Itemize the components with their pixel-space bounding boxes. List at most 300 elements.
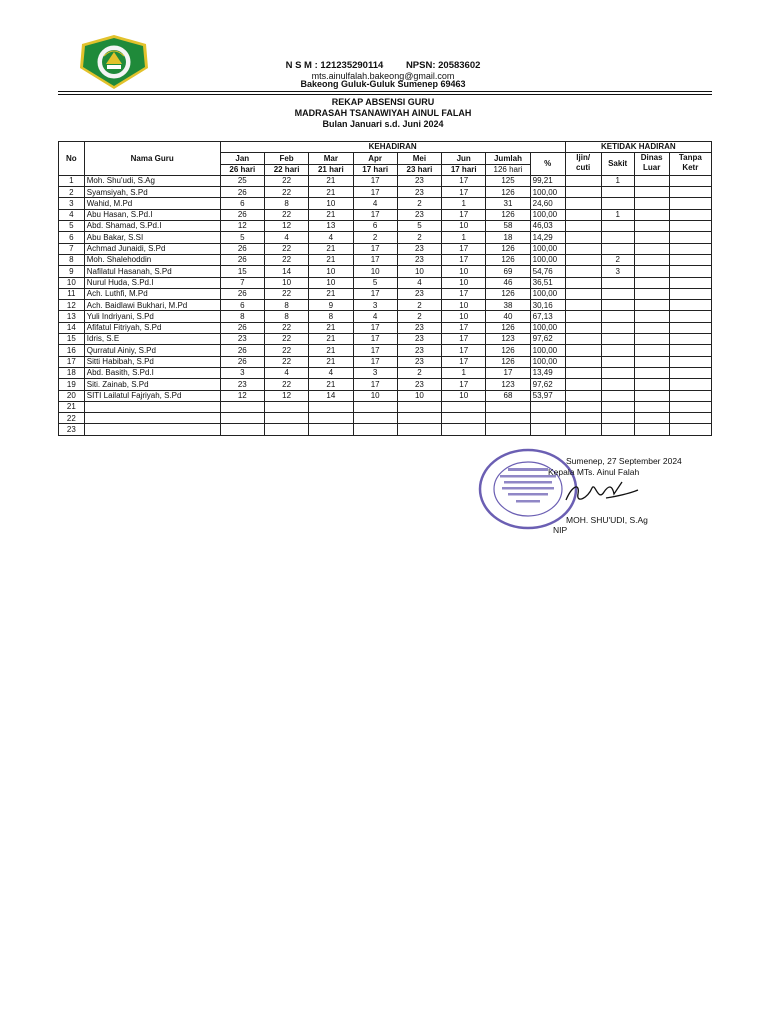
cell-ijin	[565, 243, 601, 254]
cell-jumlah	[486, 424, 530, 435]
cell-no: 23	[59, 424, 85, 435]
cell-dinas	[634, 288, 669, 299]
cell-sakit	[601, 345, 634, 356]
cell-dinas	[634, 424, 669, 435]
cell-jun	[442, 413, 486, 424]
table-row	[59, 300, 712, 311]
cell-jun: 17	[442, 322, 486, 333]
cell-mei: 23	[397, 334, 441, 345]
cell-apr: 2	[353, 232, 397, 243]
header-days: 21 hari	[309, 164, 353, 175]
header-registration	[200, 61, 566, 71]
cell-dinas	[634, 277, 669, 288]
cell-jun: 10	[442, 311, 486, 322]
school-logo-icon	[78, 34, 150, 90]
table-row	[59, 356, 712, 367]
cell-no: 16	[59, 345, 85, 356]
cell-jan: 12	[220, 390, 264, 401]
cell-tanpa	[669, 401, 711, 412]
cell-mar: 21	[309, 243, 353, 254]
cell-mei: 10	[397, 266, 441, 277]
cell-ijin	[565, 334, 601, 345]
cell-feb: 22	[264, 288, 308, 299]
cell-apr: 6	[353, 221, 397, 232]
cell-jan: 26	[220, 243, 264, 254]
cell-mei: 23	[397, 175, 441, 186]
cell-jan: 8	[220, 311, 264, 322]
cell-dinas	[634, 311, 669, 322]
table-row	[59, 175, 712, 186]
cell-mar: 21	[309, 175, 353, 186]
cell-jan: 15	[220, 266, 264, 277]
cell-ijin	[565, 413, 601, 424]
cell-name	[84, 424, 220, 435]
cell-name: Achmad Junaidi, S.Pd	[84, 243, 220, 254]
cell-sakit	[601, 356, 634, 367]
cell-jumlah: 40	[486, 311, 530, 322]
cell-sakit	[601, 367, 634, 378]
cell-tanpa	[669, 221, 711, 232]
header-ijin-line1: Ijin/	[576, 153, 591, 163]
header-rule-thin	[58, 94, 712, 95]
table-row	[59, 334, 712, 345]
cell-apr: 3	[353, 300, 397, 311]
cell-percent: 30,16	[530, 300, 565, 311]
cell-feb	[264, 413, 308, 424]
cell-dinas	[634, 379, 669, 390]
cell-jumlah: 126	[486, 288, 530, 299]
school-name: MADRASAH TSANAWIYAH AINUL FALAH	[294, 108, 472, 118]
cell-ijin	[565, 266, 601, 277]
cell-percent: 24,60	[530, 198, 565, 209]
cell-no: 14	[59, 322, 85, 333]
cell-percent: 100,00	[530, 345, 565, 356]
cell-apr: 17	[353, 345, 397, 356]
cell-apr	[353, 424, 397, 435]
header-days: 17 hari	[442, 164, 486, 175]
cell-sakit	[601, 311, 634, 322]
cell-apr: 10	[353, 390, 397, 401]
cell-no: 3	[59, 198, 85, 209]
cell-dinas	[634, 266, 669, 277]
cell-ijin	[565, 277, 601, 288]
cell-apr: 17	[353, 187, 397, 198]
cell-dinas	[634, 345, 669, 356]
header-dinas-line1: Dinas	[640, 153, 663, 163]
cell-jun: 1	[442, 367, 486, 378]
table-row	[59, 424, 712, 435]
header-ketidakhadiran: KETIDAK HADIRAN	[565, 142, 711, 153]
cell-no: 1	[59, 175, 85, 186]
cell-percent: 100,00	[530, 209, 565, 220]
table-row	[59, 367, 712, 378]
cell-jan	[220, 413, 264, 424]
cell-ijin	[565, 390, 601, 401]
cell-mar: 10	[309, 266, 353, 277]
cell-sakit: 1	[601, 209, 634, 220]
cell-mar: 21	[309, 187, 353, 198]
cell-sakit	[601, 390, 634, 401]
table-row	[59, 311, 712, 322]
cell-mar: 21	[309, 322, 353, 333]
cell-jan: 12	[220, 221, 264, 232]
npsn-text: NPSN: 20583602	[405, 60, 481, 71]
cell-apr: 4	[353, 311, 397, 322]
cell-dinas	[634, 209, 669, 220]
cell-dinas	[634, 187, 669, 198]
cell-sakit	[601, 401, 634, 412]
cell-mei: 23	[397, 345, 441, 356]
cell-percent: 97,62	[530, 334, 565, 345]
cell-dinas	[634, 401, 669, 412]
cell-name: Ach. Luthfi, M.Pd	[84, 288, 220, 299]
header-tanpa-line1: Tanpa	[678, 153, 702, 163]
cell-dinas	[634, 413, 669, 424]
cell-percent: 100,00	[530, 322, 565, 333]
cell-dinas	[634, 221, 669, 232]
header-days: 26 hari	[220, 164, 264, 175]
cell-tanpa	[669, 175, 711, 186]
cell-apr: 10	[353, 266, 397, 277]
cell-jumlah: 126	[486, 322, 530, 333]
cell-jumlah: 68	[486, 390, 530, 401]
header-percent: %	[530, 153, 565, 176]
cell-name: Sitti Habibah, S.Pd	[84, 356, 220, 367]
cell-mei	[397, 424, 441, 435]
cell-jun: 10	[442, 277, 486, 288]
cell-percent	[530, 424, 565, 435]
cell-jun: 17	[442, 334, 486, 345]
cell-no: 2	[59, 187, 85, 198]
cell-apr: 5	[353, 277, 397, 288]
cell-percent: 100,00	[530, 187, 565, 198]
cell-jun	[442, 424, 486, 435]
cell-tanpa	[669, 243, 711, 254]
cell-feb: 12	[264, 390, 308, 401]
cell-feb: 8	[264, 311, 308, 322]
table-row	[59, 413, 712, 424]
cell-no: 8	[59, 254, 85, 265]
period-text: Bulan Januari s.d. Juni 2024	[322, 119, 444, 129]
cell-no: 22	[59, 413, 85, 424]
table-row	[59, 232, 712, 243]
cell-jan: 7	[220, 277, 264, 288]
cell-tanpa	[669, 198, 711, 209]
cell-name: Syamsiyah, S.Pd	[84, 187, 220, 198]
cell-percent: 54,76	[530, 266, 565, 277]
cell-percent: 36,51	[530, 277, 565, 288]
cell-tanpa	[669, 367, 711, 378]
cell-feb: 14	[264, 266, 308, 277]
cell-mei: 23	[397, 243, 441, 254]
cell-jan: 23	[220, 334, 264, 345]
cell-percent	[530, 401, 565, 412]
attendance-table	[58, 141, 712, 436]
cell-jan: 26	[220, 345, 264, 356]
cell-tanpa	[669, 288, 711, 299]
cell-feb: 22	[264, 243, 308, 254]
cell-jan: 5	[220, 232, 264, 243]
table-row	[59, 198, 712, 209]
cell-apr: 17	[353, 379, 397, 390]
cell-sakit	[601, 221, 634, 232]
cell-jun: 10	[442, 221, 486, 232]
cell-apr: 17	[353, 209, 397, 220]
cell-tanpa	[669, 322, 711, 333]
cell-no: 5	[59, 221, 85, 232]
cell-jan: 23	[220, 379, 264, 390]
cell-jumlah: 123	[486, 334, 530, 345]
cell-jumlah: 18	[486, 232, 530, 243]
cell-feb: 22	[264, 356, 308, 367]
cell-jan: 26	[220, 322, 264, 333]
cell-jumlah: 31	[486, 198, 530, 209]
cell-name	[84, 413, 220, 424]
cell-mar: 21	[309, 209, 353, 220]
cell-feb: 12	[264, 221, 308, 232]
header-days: 17 hari	[353, 164, 397, 175]
cell-ijin	[565, 356, 601, 367]
cell-percent: 100,00	[530, 356, 565, 367]
table-row	[59, 221, 712, 232]
cell-no: 4	[59, 209, 85, 220]
cell-name: Qurratul Ainiy, S.Pd	[84, 345, 220, 356]
cell-name: Idris, S.E	[84, 334, 220, 345]
cell-apr: 4	[353, 198, 397, 209]
cell-apr	[353, 413, 397, 424]
cell-apr: 17	[353, 356, 397, 367]
cell-mei: 2	[397, 311, 441, 322]
cell-sakit	[601, 232, 634, 243]
cell-mei	[397, 413, 441, 424]
cell-no: 18	[59, 367, 85, 378]
cell-mar: 21	[309, 379, 353, 390]
cell-jumlah: 38	[486, 300, 530, 311]
cell-percent: 99,21	[530, 175, 565, 186]
cell-jun	[442, 401, 486, 412]
header-tanpa-line2: Ketr	[682, 163, 699, 173]
cell-feb: 10	[264, 277, 308, 288]
cell-jun: 17	[442, 209, 486, 220]
cell-jumlah	[486, 401, 530, 412]
cell-tanpa	[669, 379, 711, 390]
cell-jun: 17	[442, 345, 486, 356]
cell-jan	[220, 401, 264, 412]
cell-no: 21	[59, 401, 85, 412]
cell-tanpa	[669, 424, 711, 435]
header-address: Bakeong Guluk-Guluk Sumenep 69463	[300, 79, 466, 89]
cell-jumlah: 58	[486, 221, 530, 232]
cell-mei: 23	[397, 288, 441, 299]
cell-tanpa	[669, 390, 711, 401]
table-row	[59, 187, 712, 198]
cell-sakit: 1	[601, 175, 634, 186]
cell-jumlah: 126	[486, 356, 530, 367]
cell-feb: 22	[264, 379, 308, 390]
cell-dinas	[634, 300, 669, 311]
cell-sakit	[601, 288, 634, 299]
cell-jumlah: 126	[486, 254, 530, 265]
cell-no: 15	[59, 334, 85, 345]
cell-no: 9	[59, 266, 85, 277]
table-row	[59, 288, 712, 299]
cell-sakit	[601, 198, 634, 209]
cell-sakit	[601, 187, 634, 198]
cell-mei: 2	[397, 300, 441, 311]
cell-mar: 4	[309, 232, 353, 243]
cell-jan: 26	[220, 209, 264, 220]
table-row	[59, 277, 712, 288]
cell-dinas	[634, 175, 669, 186]
cell-apr: 17	[353, 334, 397, 345]
cell-name: Yuli Indriyani, S.Pd	[84, 311, 220, 322]
cell-mar: 21	[309, 288, 353, 299]
table-row	[59, 379, 712, 390]
header-name: Nama Guru	[84, 142, 220, 176]
cell-ijin	[565, 401, 601, 412]
cell-feb	[264, 401, 308, 412]
table-row	[59, 266, 712, 277]
cell-sakit: 3	[601, 266, 634, 277]
cell-jumlah: 126	[486, 209, 530, 220]
cell-jun: 17	[442, 187, 486, 198]
cell-no: 10	[59, 277, 85, 288]
cell-ijin	[565, 254, 601, 265]
cell-mei: 10	[397, 390, 441, 401]
cell-mar: 13	[309, 221, 353, 232]
cell-mei: 5	[397, 221, 441, 232]
cell-jumlah: 126	[486, 187, 530, 198]
table-row	[59, 209, 712, 220]
cell-ijin	[565, 345, 601, 356]
cell-mei: 2	[397, 367, 441, 378]
cell-tanpa	[669, 254, 711, 265]
cell-tanpa	[669, 187, 711, 198]
cell-no: 6	[59, 232, 85, 243]
header-month: Jun	[442, 153, 486, 164]
cell-name: Abu Hasan, S.Pd.I	[84, 209, 220, 220]
cell-mar: 8	[309, 311, 353, 322]
signature-icon	[562, 478, 642, 508]
cell-jumlah: 123	[486, 379, 530, 390]
cell-tanpa	[669, 209, 711, 220]
cell-tanpa	[669, 277, 711, 288]
cell-dinas	[634, 356, 669, 367]
cell-mar: 14	[309, 390, 353, 401]
cell-dinas	[634, 367, 669, 378]
cell-name	[84, 401, 220, 412]
cell-apr: 17	[353, 243, 397, 254]
header-month: Jan	[220, 153, 264, 164]
cell-jan: 6	[220, 198, 264, 209]
cell-tanpa	[669, 345, 711, 356]
cell-name: Afifatul Fitriyah, S.Pd	[84, 322, 220, 333]
cell-ijin	[565, 232, 601, 243]
cell-apr: 17	[353, 175, 397, 186]
cell-jumlah: 126	[486, 345, 530, 356]
cell-jun: 17	[442, 254, 486, 265]
cell-name: Abd. Basith, S.Pd.I	[84, 367, 220, 378]
cell-mei: 23	[397, 322, 441, 333]
cell-no: 13	[59, 311, 85, 322]
cell-feb: 4	[264, 232, 308, 243]
cell-name: Nafilatul Hasanah, S.Pd	[84, 266, 220, 277]
cell-sakit	[601, 322, 634, 333]
cell-sakit	[601, 379, 634, 390]
cell-mar: 21	[309, 356, 353, 367]
cell-ijin	[565, 187, 601, 198]
attendance-rows	[59, 175, 712, 435]
header-no: No	[59, 142, 85, 176]
cell-no: 11	[59, 288, 85, 299]
header-ijin	[565, 153, 601, 176]
cell-jumlah: 125	[486, 175, 530, 186]
cell-feb: 4	[264, 367, 308, 378]
cell-ijin	[565, 322, 601, 333]
header-month: Mar	[309, 153, 353, 164]
cell-tanpa	[669, 311, 711, 322]
cell-jun: 1	[442, 232, 486, 243]
header-days: 23 hari	[397, 164, 441, 175]
cell-jan: 26	[220, 288, 264, 299]
cell-tanpa	[669, 356, 711, 367]
cell-jan: 6	[220, 300, 264, 311]
cell-mei: 2	[397, 232, 441, 243]
cell-name: SITI Lailatul Fajriyah, S.Pd	[84, 390, 220, 401]
cell-jan: 25	[220, 175, 264, 186]
cell-no: 20	[59, 390, 85, 401]
cell-no: 17	[59, 356, 85, 367]
header-month: Feb	[264, 153, 308, 164]
cell-mei: 23	[397, 187, 441, 198]
cell-dinas	[634, 243, 669, 254]
cell-apr	[353, 401, 397, 412]
cell-percent: 100,00	[530, 288, 565, 299]
signature-name: MOH. SHU'UDI, S.Ag	[566, 515, 648, 525]
cell-jan: 26	[220, 356, 264, 367]
cell-ijin	[565, 424, 601, 435]
cell-mar: 9	[309, 300, 353, 311]
signature-nip: NIP	[553, 525, 568, 535]
cell-jumlah: 17	[486, 367, 530, 378]
cell-mei: 23	[397, 379, 441, 390]
cell-mar	[309, 401, 353, 412]
header-dinas-line2: Luar	[642, 163, 661, 173]
cell-sakit	[601, 300, 634, 311]
header-tanpa	[669, 153, 711, 176]
cell-sakit	[601, 243, 634, 254]
cell-jun: 17	[442, 356, 486, 367]
cell-ijin	[565, 198, 601, 209]
table-row	[59, 401, 712, 412]
cell-jun: 17	[442, 243, 486, 254]
cell-mei: 23	[397, 254, 441, 265]
cell-ijin	[565, 300, 601, 311]
header-email: mts.ainulfalah.bakeong@gmail.com	[311, 71, 455, 81]
cell-name: Wahid, M.Pd	[84, 198, 220, 209]
header-kehadiran: KEHADIRAN	[220, 142, 565, 153]
cell-name: Moh. Shu'udi, S.Ag	[84, 175, 220, 186]
cell-jumlah: 69	[486, 266, 530, 277]
cell-percent: 97,62	[530, 379, 565, 390]
cell-name: Abu Bakar, S.SI	[84, 232, 220, 243]
cell-mar	[309, 424, 353, 435]
cell-tanpa	[669, 266, 711, 277]
cell-ijin	[565, 209, 601, 220]
cell-apr: 17	[353, 322, 397, 333]
header-rule-thick	[58, 91, 712, 92]
cell-dinas	[634, 232, 669, 243]
